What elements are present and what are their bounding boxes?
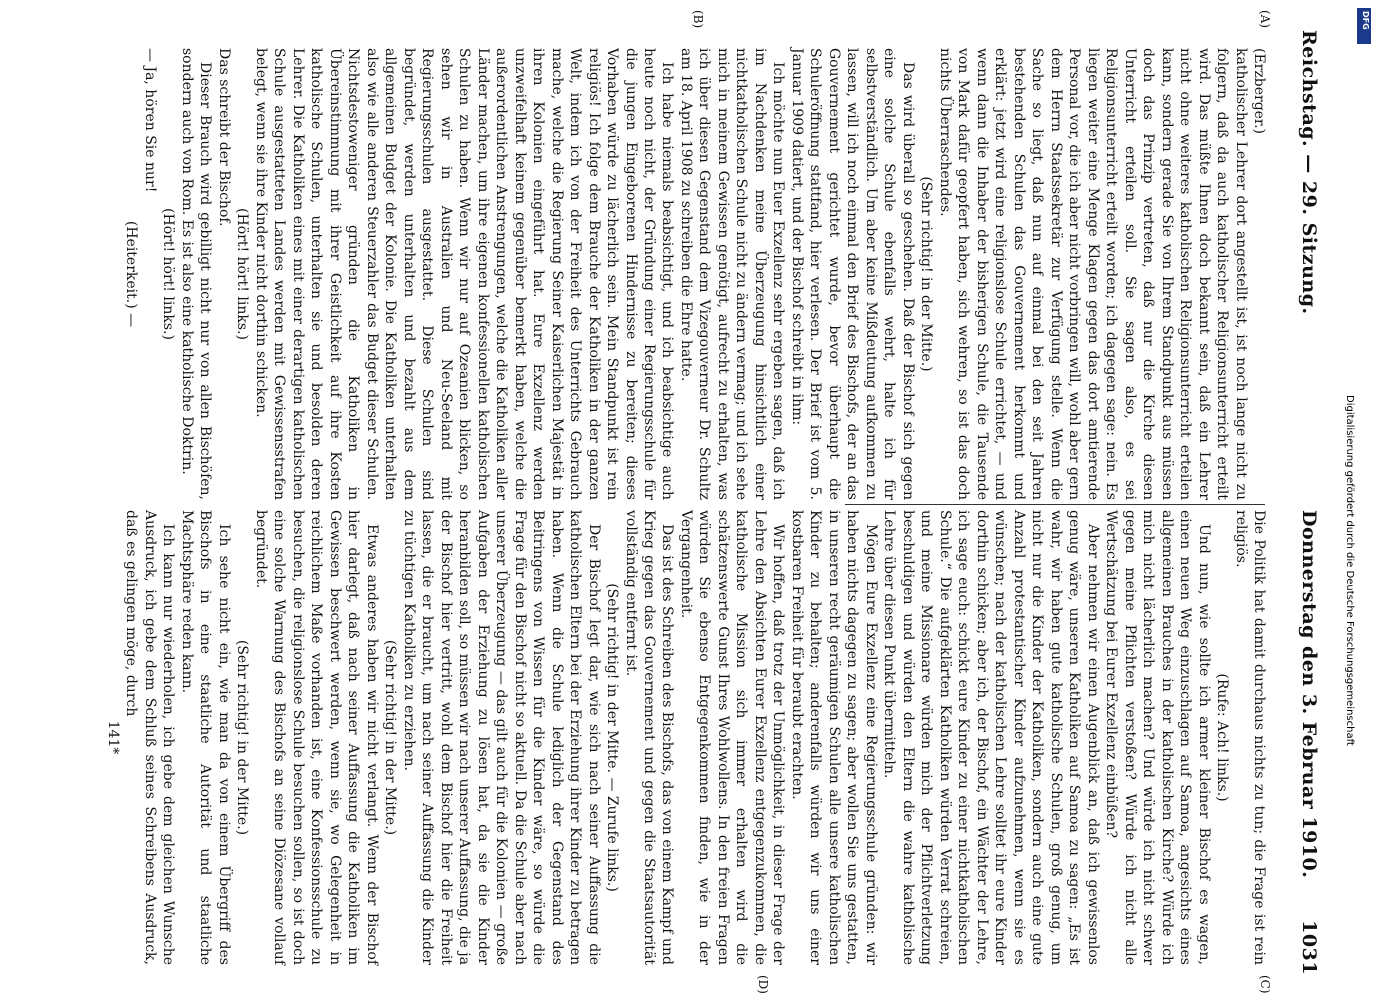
paragraph: (Rufe: Ach! links.) — [1214, 673, 1231, 802]
paragraph: Wir hoffen, daß trotz der Unmöglichkeit, in dieser Frage der Lehre den Absichten Eurer Exzellenz entgegenzukommen, die katholische Mission sich immer erhalten wird die schätzenswerte Gunst Ihres Wohlwollens. In den freien Fragen würden Sie ebenso Entgegenkommen finden, wie in der Vergangenheit. — [677, 510, 787, 965]
paragraph: Das ist des Schreiben des Bischofs, das von einem Kampf und Krieg gegen das Gouvernement und gegen die Staatsautorität vollständig entfernt ist. — [622, 510, 676, 965]
digitization-credit: Digitalisierung gefördert durch die Deutsche Forschungsgemeinschaft — [1344, 395, 1355, 746]
paragraph: Der Bischof legt dar, wie sich nach seiner Auffassung die katholischen Eltern bei der Erziehung ihrer Kinder zu betragen haben. Wenn die Schule lediglich der Gegenstand des Beitringens von Wissen für die Kinder wäre, so würde die Frage für den Bischof nicht so aktuell. Da die Schule aber nach unserer Überzeugung — das gilt auch für die Kolonien — große Aufgaben der Erziehung zu lösen hat, da sie die Kinder heranbilden soll, so müssen wir nach unserer Auffassung, die ja der Bischof hier vertritt, wohl dem Bischof hier die Freiheit lassen, die er braucht, um nach seiner Auffassung die Kinder zu tüchtigen Katholiken zu erziehen. — [400, 510, 602, 965]
paragraph: (Hört! hört! links.) — [160, 208, 177, 340]
paragraph: (Sehr richtig! in der Mitte.) — [234, 639, 251, 836]
paragraph: Und nun, wie sollte ich armer kleiner Bischof es wagen, einen neuen Weg einzuschlagen auf Samoa, angesichts eines allgemeinen Brauches in der katholischen Kirche? Würde ich mich nicht lächerlich machen? Und würde ich nicht schwer gegen meine Pflichten verstoßen? Würde ich nicht alle Wertschätzung bei Eurer Exzellenz einbüßen? — [1103, 510, 1212, 965]
paragraph: 141* — [104, 720, 121, 755]
paragraph: (Sehr richtig! in der Mitte.) — [918, 176, 935, 372]
header-session: Reichstag. — 29. Sitzung. — [1298, 30, 1320, 315]
paragraph: (Sehr richtig! in der Mitte.) — [382, 639, 399, 836]
margin-mark-c: (C) — [1258, 975, 1272, 994]
paragraph: Ich kann nur wiederholen, ich gebe dem gleichen Wunsche Ausdruck, ich gebe dem Schluß seines Schreibens Ausdruck, daß es gelingen möge, durch — [123, 510, 177, 965]
margin-mark-b: (B) — [691, 10, 705, 29]
dfg-logo: DFG — [1357, 8, 1371, 44]
rotated-page-content — [60, 0, 1360, 1000]
text-column-left — [122, 48, 1268, 500]
paragraph: Etwas anderes haben wir nicht verlangt. Wenn der Bischof hier darlegt, daß nach seiner Auffassung die Katholiken im Gewissen beschwert werden, wenn sie, wo Gelegenheit in reichlichem Maße vorhanden ist, eine Konfessionsschule zu besuchen, die religionslose Schule besuchen sollen, so ist doch eine solche Warnung des Bischofs an seine Diözesane vollauf begründet. — [252, 510, 380, 965]
paragraph: (Heiterkeit.) — — [123, 220, 140, 328]
page-header — [1284, 30, 1320, 975]
paragraph: Aber nehmen wir einen Augenblick an, daß ich gewissenlos genug wäre, unseren Katholiken auf Samoa zu sagen: „Es ist wahr, wir haben gute katholische Schulen, groß genug, um nicht nur die Kinder der Katholiken, sondern auch eine gute Anzahl protestantischer Kinder aufzunehmen, wenn sie es wünschen; nach der katholischen Lehre solltet ihr eure Kinder dorthin schicken; aber ich, der Bischof, ein Wächter der Lehre, ich sage euch: schickt eure Kinder zu einer nichtkatholischen Schule.“ Die aufgeklärten Katholiken würden Verrat schreien, und meine Missionare würden mich der Pflichtverletzung beschuldigen und würden den Eltern die wahre katholische Lehre über diesen Punkt übermitteln. — [881, 510, 1101, 965]
paragraph: katholischer Lehrer dort angestellt ist, ist noch lange nicht zu folgern, daß da auch katholischer Religionsunterricht erteilt wird. Das müßte Ihnen doch bekannt sein, daß ein Lehrer nicht ohne weiteres katholischen Religionsunterricht erteilen kann, sondern gerade Sie von Ihrem Standpunkt aus müssen doch das Prinzip vertreten, daß nur die Kirche diesen Unterricht erteilen soll. Sie sagen also, es sei Religionsunterricht erteilt worden; ich dagegen sage: nein. Es liegen weiter eine Menge Klagen gegen das dort amtierende Personal vor, die ich aber nicht vorbringen will, wohl aber gern dem Herrn Staatssekretär zur Verfügung stelle. Wenn die Sache so liegt, daß nun auf einmal bei den seit Jahren bestehenden Schulen das Gouvernement herkommt und erklärt: jetzt wird eine religionslose Schule errichtet, — und wenn dann die Inhaber der bisherigen Schule, die Tausende von Mark dafür geopfert haben, sich wehren, so ist das doch nichts Überraschendes. — [936, 48, 1249, 500]
text-column-right — [103, 510, 1268, 965]
paragraph: Ich habe niemals beabsichtigt, und ich beabsichtige auch heute noch nicht, der Gründung einer Regierungsschule für die jungen Eingeborenen Hindernisse zu bereiten; dieses Vorhaben würde zu lächerlich sein. Mein Standpunkt ist rein religiös! Ich folge dem Brauche der Katholiken in der ganzen Welt, indem ich von der Freiheit des Unterrichts Gebrauch mache, welche die Regierung Seiner Kaiserlichen Majestät in ihren Kolonien eingeführt hat. Eure Exzellenz werden unzweifelhaft keinem gegenüber bemerkt haben, welche die außerordentlichen Anstrengungen, welche die Katholiken aller Länder machen, um ihre eigenen konfessionellen katholischen Schulen zu haben. Wenn wir nur auf Ozeanien blicken, so sehen wir in Australien und Neu-Seeland mit Regierungsschulen ausgestattet. Diese Schulen sind begründet, werden unterhalten und bezahlt aus dem allgemeinen Budget der Kolonie. Die Katholiken unterhalten also wie alle anderen Steuerzahler das Budget dieser Schulen. Nichtsdestoweniger gründen die Katholiken in Übereinstimmung mit ihrer Geistlichkeit auf ihre Kosten katholische Schulen, unterhalten sie und besolden deren Lehrer. Die Katholiken eines mit einer derartigen katholischen Schule ausgestatteten Landes werden mit Gewissensstrafen belegt, wenn sie ihre Kinder nicht dorthin schicken. — [252, 48, 676, 500]
margin-mark-d: (D) — [756, 975, 770, 994]
paragraph: (Sehr richtig! in der Mitte. — Zurufe links.) — [604, 583, 621, 892]
margin-mark-a: (A) — [1258, 10, 1272, 29]
column-divider — [845, 504, 1265, 505]
paragraph: — Ja, hören Sie nur! — [141, 48, 158, 193]
paragraph: Ich sehe nicht ein, wie man da von einem Übergriff des Bischofs in eine staatliche Autorität und staatliche Machtsphäre reden kann. — [178, 510, 232, 965]
paragraph: Ich möchte nun Euer Exzellenz sehr ergeben sagen, daß ich im Nachdenken meine Überzeugung hinsichtlich einer nichtkatholischen Schule nicht zu ändern vermag; und ich sehe mich in meinem Gewissen genötigt, aufrecht zu erhalten, was ich über diesen Gegenstand dem Vizegouverneur Dr. Schultz am 18. April 1908 zu schreiben die Ehre hatte. — [677, 48, 787, 500]
paragraph: Dieser Brauch wird gebilligt nicht nur von allen Bischöfen, sondern auch von Rom. Es ist also eine katholische Doktrin. — [178, 48, 214, 500]
header-date: Donnerstag den 3. Februar 1910. — [1298, 510, 1320, 879]
page-number: 1031 — [1298, 920, 1320, 975]
paragraph: (Hört! hört! links.) — [234, 208, 251, 340]
paragraph: Mögen Eure Exzellenz eine Regierungsschule gründen: wir haben nichts dagegen zu sagen; aber wollen Sie uns gestatten, in unseren recht geräumigen Schulen alle unsere katholischen Kinder zu behalten; anderenfalls würden wir uns einer kostbaren Freiheit für beraubt erachten. — [788, 510, 879, 965]
paragraph: Die Politik hat damit durchaus nichts zu tun; die Frage ist rein religiös. — [1232, 510, 1267, 965]
paragraph: Das schreibt der Bischof. — [215, 48, 232, 227]
paragraph: (Erzberger.) — [1251, 48, 1267, 135]
paragraph: Das wird überall so geschehen. Daß der Bischof sich gegen eine solche Schule ebenfalls wehrt, halte ich für selbstverständlich. Um aber keine Mißdeutung aufkommen zu lassen, will ich noch einmal den Brief des Bischofs, der an das Gouvernement gerichtet wurde, bevor überhaupt die Schuleröffnung stattfand, hier verlesen. Der Brief ist vom 5. Januar 1909 datiert, und der Bischof schreibt in ihm: — [788, 48, 916, 500]
